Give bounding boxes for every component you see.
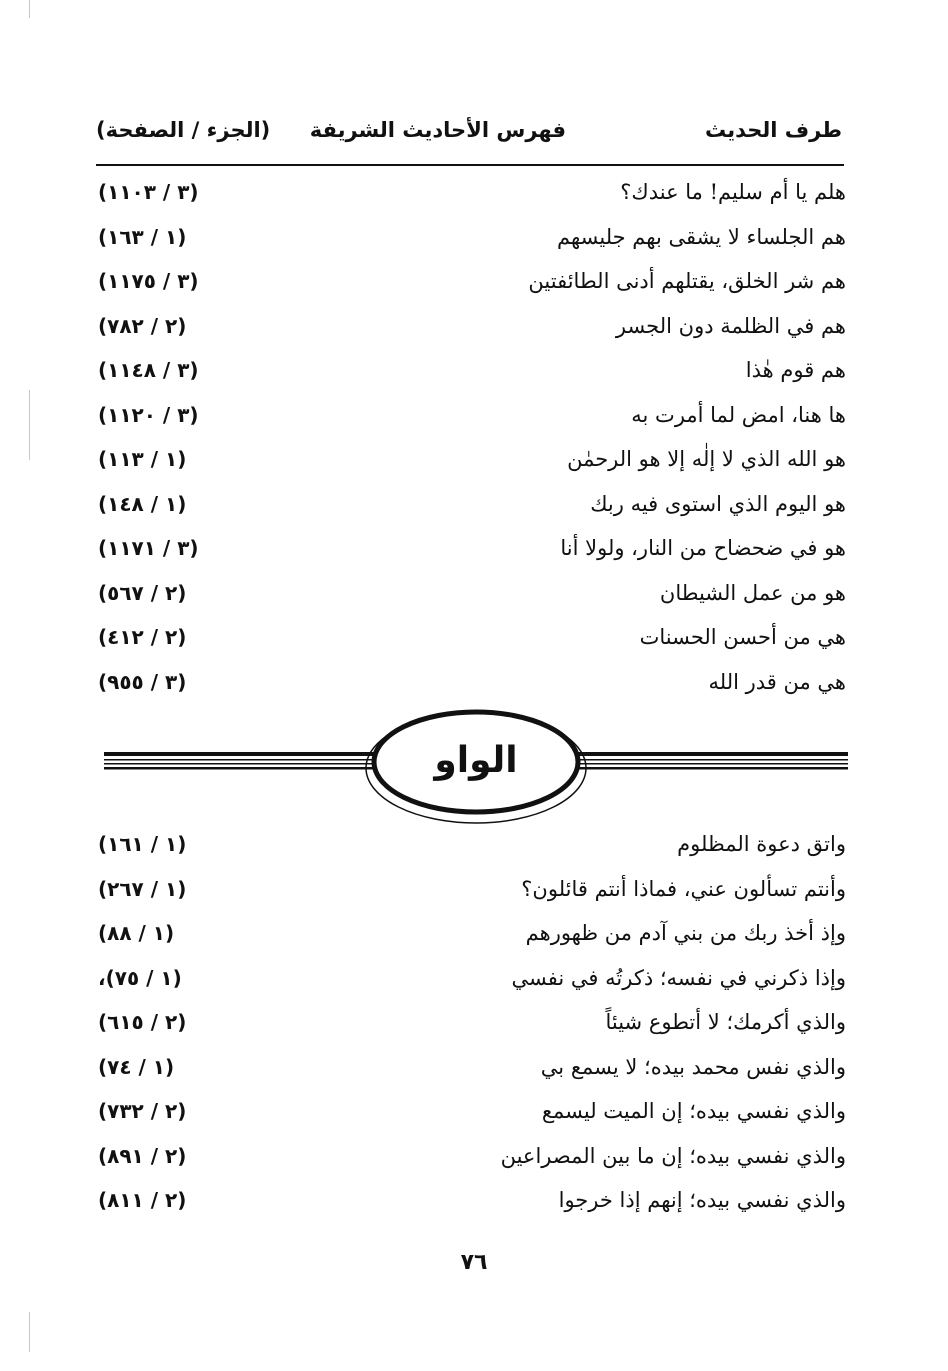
hadith-opening-text: هو اليوم الذي استوى فيه ربك [590, 491, 846, 516]
volume-page-reference: (١ / ٢٦٧) [98, 876, 187, 901]
index-entry [98, 877, 846, 922]
column-title-volume-page: (الجزء / الصفحة) [96, 118, 271, 142]
hadith-opening-text: وإذ أخذ ربك من بني آدم من ظهورهم [525, 921, 846, 945]
column-title-hadith: طرف الحديث [704, 118, 842, 142]
volume-page-reference: (٢ / ٨١١) [98, 1188, 187, 1212]
volume-page-reference: (١ / ١١٣) [98, 447, 187, 471]
index-entry [98, 1099, 846, 1144]
volume-page-reference: (١ / ٧٤) [98, 1054, 175, 1079]
volume-page-reference: (٣ / ٩٥٥) [98, 669, 187, 694]
hadith-opening-text: هو الله الذي لا إلٰه إلا هو الرحمٰن [567, 447, 846, 471]
hadith-opening-text: هلم يا أم سليم! ما عندك؟ [620, 180, 846, 204]
hadith-opening-text: هو من عمل الشيطان [659, 580, 846, 605]
volume-page-reference: (٣ / ١١٤٨) [98, 358, 199, 382]
scan-edge-mark-top [29, 0, 30, 18]
volume-page-reference: (٢ / ٤١٢) [98, 625, 187, 649]
volume-page-reference: (١ / ٧٥)، [98, 965, 182, 990]
hadith-opening-text: واتق دعوة المظلوم [677, 832, 846, 856]
hadith-opening-text: ها هنا، امض لما أمرت به [631, 402, 846, 427]
divider-ornament [104, 702, 848, 832]
index-entry [98, 1010, 846, 1055]
volume-page-reference: (١ / ٨٨) [98, 921, 175, 945]
hadith-opening-text: هم الجلساء لا يشقى بهم جليسهم [556, 224, 846, 249]
volume-page-reference: (٣ / ١١٠٣) [98, 180, 199, 204]
volume-page-reference: (٢ / ٧٣٢) [98, 1099, 187, 1123]
hadith-opening-text: هي من قدر الله [708, 669, 846, 694]
index-entry [98, 966, 846, 1011]
volume-page-reference: (٢ / ٦١٥) [98, 1010, 187, 1034]
hadith-list-waw [98, 832, 846, 1233]
volume-page-reference: (٢ / ٧٨٢) [98, 313, 187, 338]
hadith-opening-text: والذي نفسي بيده؛ إن ما بين المصراعين [500, 1143, 846, 1168]
index-title: فهرس الأحاديث الشريفة [309, 118, 566, 142]
index-entry [98, 1055, 846, 1100]
volume-page-reference: (٢ / ٥٦٧) [98, 580, 187, 605]
index-entry [98, 314, 846, 359]
hadith-opening-text: وإذا ذكرني في نفسه؛ ذكرتُه في نفسي [511, 965, 846, 990]
volume-page-reference: (٣ / ١١٧٥) [98, 269, 199, 293]
index-entry [98, 492, 846, 537]
hadith-list-ha [98, 180, 846, 714]
page-number: ٧٦ [460, 1250, 488, 1275]
index-entry [98, 1144, 846, 1189]
index-entry [98, 921, 846, 966]
index-entry [98, 269, 846, 314]
section-title-waw: الواو [434, 740, 518, 781]
hadith-opening-text: والذي أكرمك؛ لا أتطوع شيئاً [605, 1010, 846, 1034]
hadith-opening-text: وأنتم تسألون عني، فماذا أنتم قائلون؟ [521, 876, 846, 901]
volume-page-reference: (١ / ١٦١) [98, 832, 187, 856]
index-entry [98, 358, 846, 403]
index-entry [98, 832, 846, 877]
hadith-opening-text: والذي نفسي بيده؛ إن الميت ليسمع [541, 1099, 846, 1123]
index-entry [98, 581, 846, 626]
index-entry [98, 180, 846, 225]
index-entry [98, 625, 846, 670]
index-entry [98, 403, 846, 448]
volume-page-reference: (٣ / ١١٢٠) [98, 402, 199, 427]
index-entry [98, 536, 846, 581]
hadith-opening-text: هو في ضحضاح من النار، ولولا أنا [560, 536, 846, 560]
hadith-opening-text: والذي نفس محمد بيده؛ لا يسمع بي [540, 1054, 846, 1079]
scan-edge-mark-bottom [29, 1312, 30, 1352]
volume-page-reference: (٢ / ٨٩١) [98, 1143, 187, 1168]
hadith-opening-text: والذي نفسي بيده؛ إنهم إذا خرجوا [558, 1188, 846, 1212]
hadith-opening-text: هي من أحسن الحسنات [639, 625, 846, 649]
index-entry [98, 1188, 846, 1233]
index-entry [98, 225, 846, 270]
hadith-opening-text: هم شر الخلق، يقتلهم أدنى الطائفتين [528, 269, 846, 293]
header-rule [96, 164, 844, 166]
index-header [96, 118, 842, 158]
hadith-opening-text: هم قوم هٰذا [745, 358, 846, 382]
volume-page-reference: (٣ / ١١٧١) [98, 536, 199, 560]
index-entry [98, 447, 846, 492]
section-divider-waw [104, 702, 848, 832]
hadith-opening-text: هم في الظلمة دون الجسر [615, 313, 846, 338]
scan-edge-mark-middle [29, 390, 30, 460]
volume-page-reference: (١ / ١٦٣) [98, 224, 187, 249]
volume-page-reference: (١ / ١٤٨) [98, 491, 187, 516]
